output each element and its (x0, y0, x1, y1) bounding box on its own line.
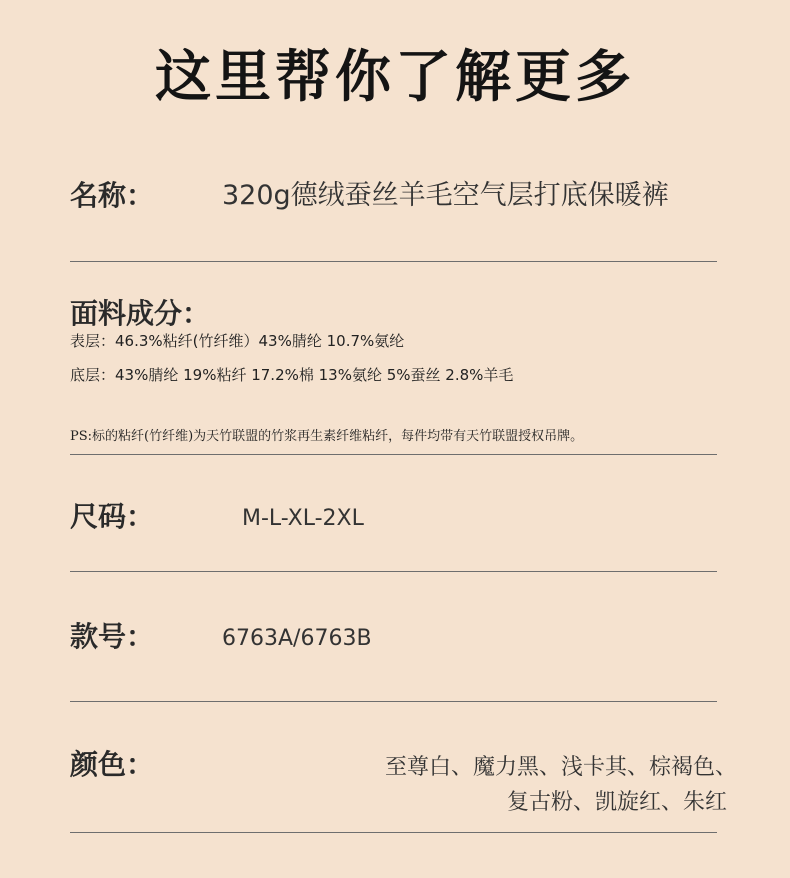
material-label: 面料成分： (70, 297, 211, 330)
color-value-line1: 至尊白、魔力黑、浅卡其、棕褐色、 (384, 755, 737, 780)
name-label: 名称： (70, 179, 155, 212)
divider (70, 832, 717, 833)
style-number-label: 款号： (70, 620, 155, 653)
color-label: 颜色： (70, 748, 155, 781)
style-number-value: 6763A/6763B (222, 626, 372, 651)
color-value-line2: 复古粉、凯旋红、朱红 (506, 790, 727, 815)
size-label: 尺码： (70, 500, 155, 533)
divider (70, 454, 717, 455)
material-inner: 底层：43%腈纶 19%粘纤 17.2%棉 13%氨纶 5%蚕丝 2.8%羊毛 (70, 366, 514, 384)
material-outer: 表层：46.3%粘纤(竹纤维）43%腈纶 10.7%氨纶 (70, 332, 405, 350)
material-ps-note: PS:标的粘纤(竹纤维)为天竹联盟的竹浆再生素纤维粘纤，每件均带有天竹联盟授权吊牌。 (70, 429, 584, 444)
divider (70, 571, 717, 572)
name-value: 320g德绒蚕丝羊毛空气层打底保暖裤 (222, 180, 669, 211)
divider (70, 261, 717, 262)
page-title: 这里帮你了解更多 (155, 45, 635, 110)
size-value: M-L-XL-2XL (242, 506, 364, 531)
divider (70, 701, 717, 702)
